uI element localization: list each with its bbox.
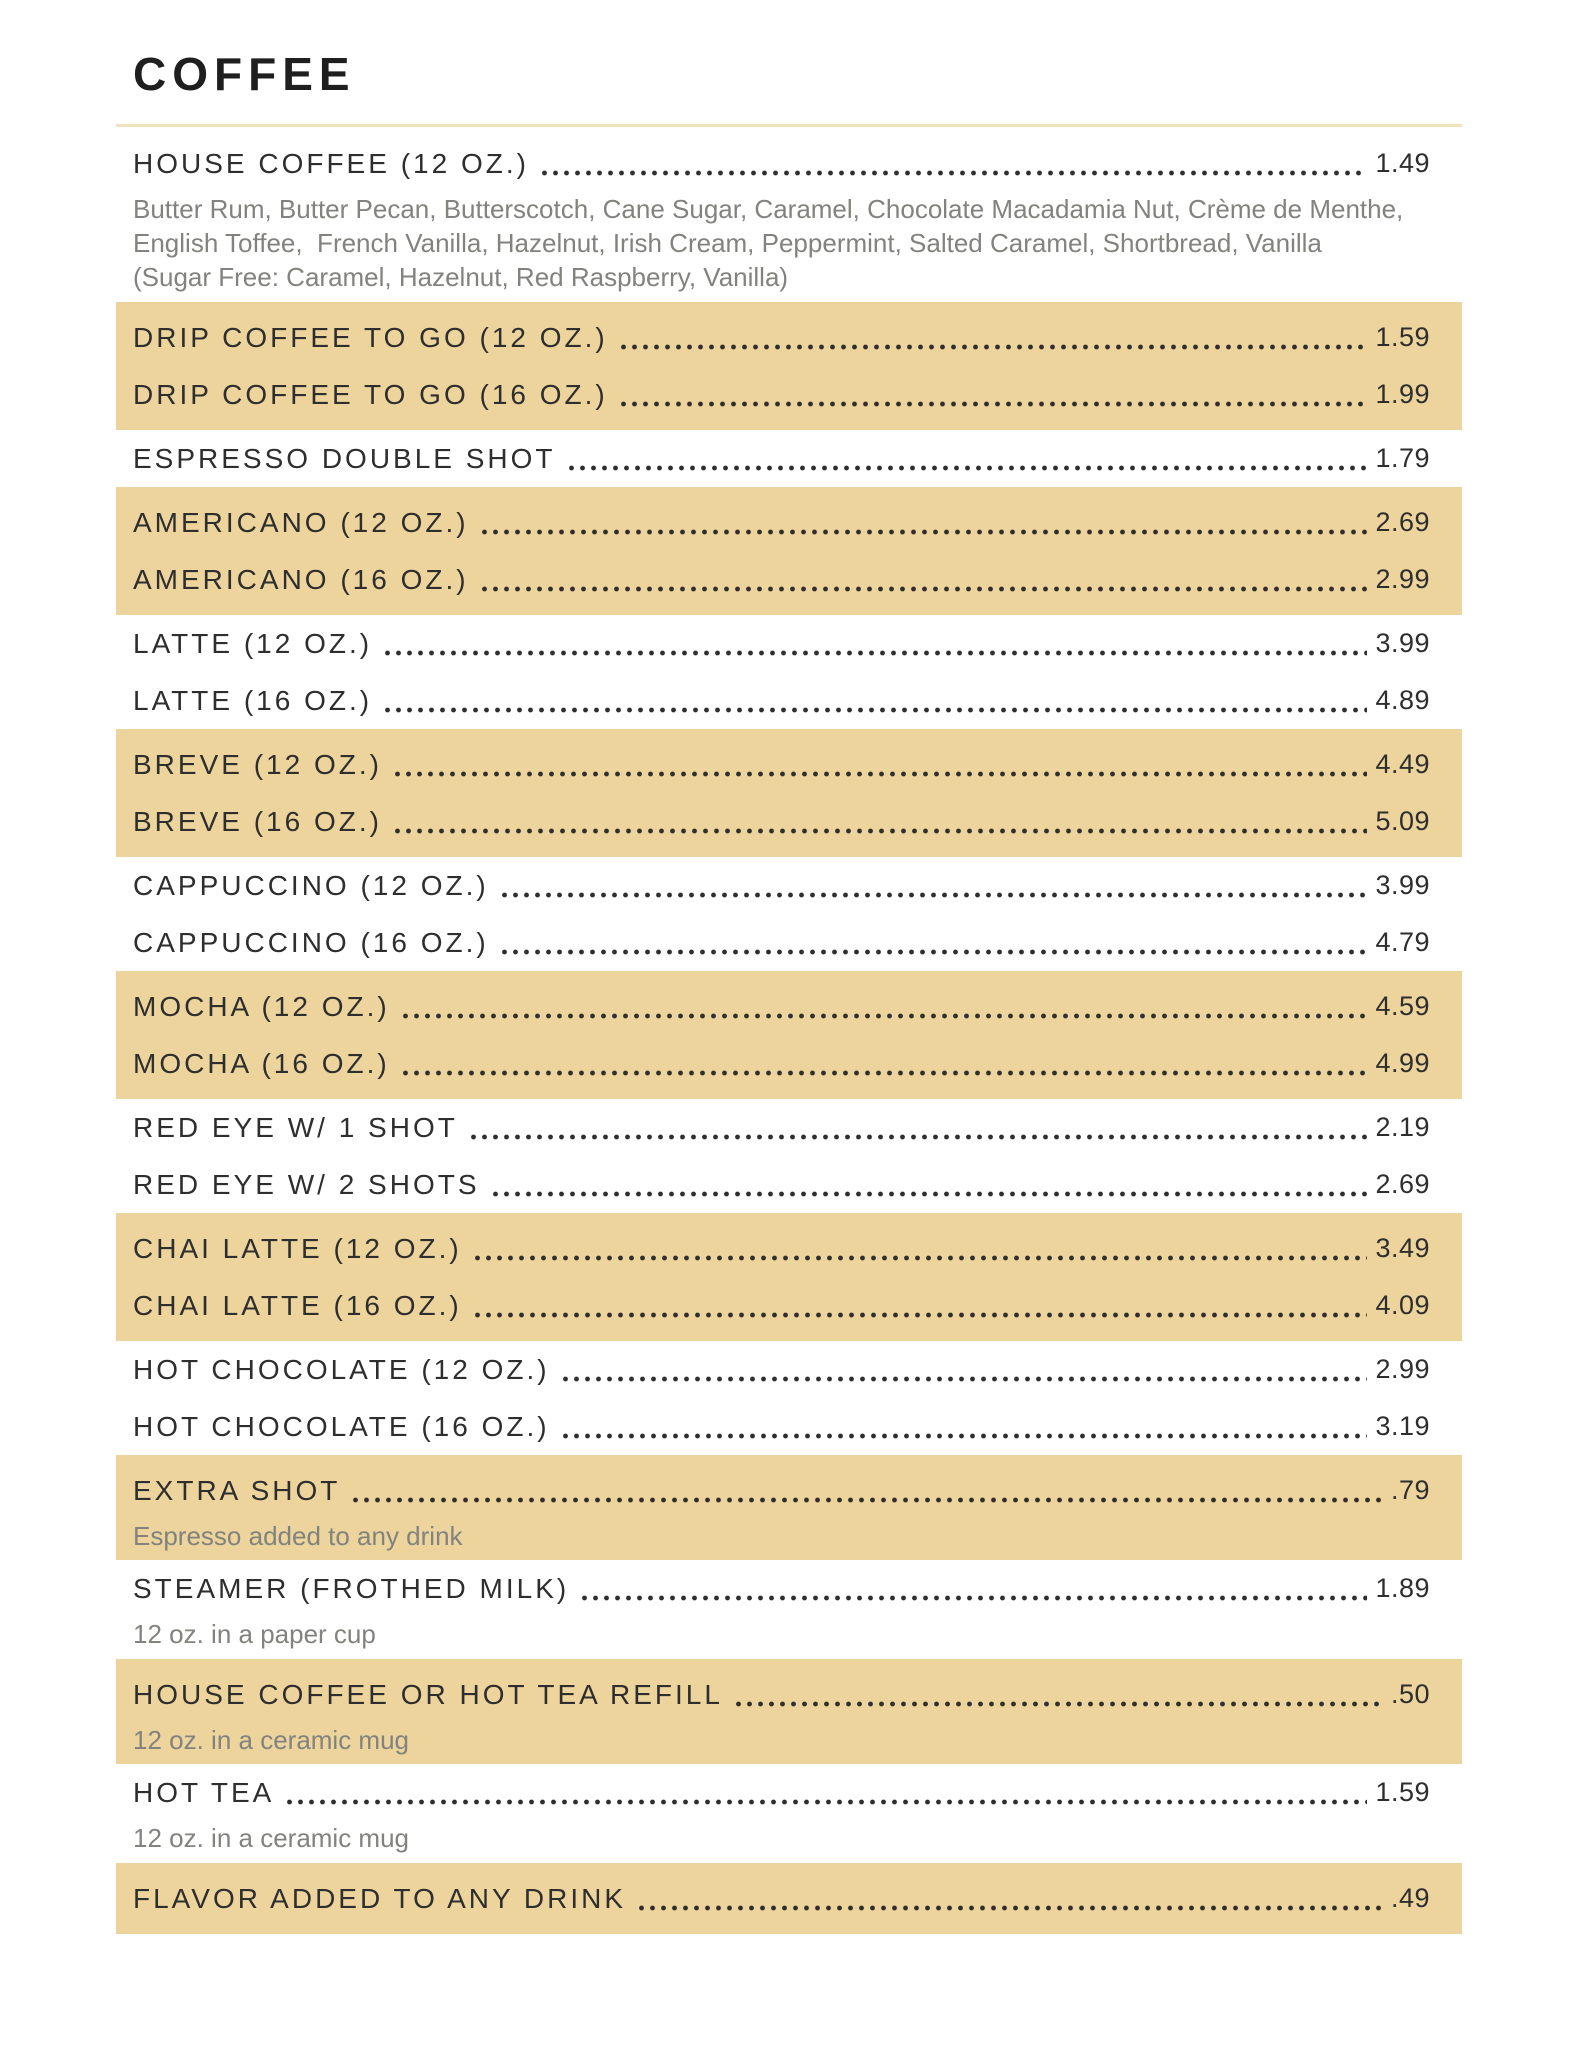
- menu-item-row: [116, 914, 1462, 971]
- item-price: 1.59: [1375, 1777, 1430, 1807]
- dotted-leader: [392, 736, 1368, 793]
- menu-item-row: [116, 1277, 1462, 1334]
- menu-group: [116, 1863, 1462, 1934]
- item-name: ESPRESSO DOUBLE SHOT: [133, 442, 556, 474]
- menu-group: [116, 1455, 1462, 1560]
- item-price: .50: [1390, 1679, 1430, 1709]
- menu-item-row: [116, 1560, 1462, 1617]
- item-price: 2.69: [1375, 507, 1430, 537]
- dotted-leader: [733, 1666, 1383, 1723]
- item-name: DRIP COFFEE TO GO (16 OZ.): [133, 378, 608, 410]
- menu-group: [116, 487, 1462, 615]
- item-name: HOT CHOCOLATE (12 OZ.): [133, 1353, 550, 1385]
- menu-group: [116, 1560, 1462, 1651]
- menu-group: [116, 1341, 1462, 1455]
- dotted-leader: [284, 1764, 1367, 1821]
- dotted-leader: [472, 1277, 1368, 1334]
- item-price: 2.99: [1375, 1354, 1430, 1384]
- item-note: Espresso added to any drink: [133, 1521, 463, 1551]
- item-note: 12 oz. in a ceramic mug: [133, 1823, 410, 1853]
- item-note: 12 oz. in a ceramic mug: [133, 1725, 410, 1755]
- item-price: 1.79: [1375, 443, 1430, 473]
- item-price: 4.59: [1375, 991, 1430, 1021]
- item-price: 3.49: [1375, 1233, 1430, 1263]
- dotted-leader: [636, 1870, 1383, 1927]
- menu-item-row: [116, 309, 1462, 366]
- menu-item-row: [116, 135, 1462, 192]
- dotted-leader: [560, 1398, 1368, 1455]
- item-note: (Sugar Free: Caramel, Hazelnut, Red Raspberry, Vanilla): [133, 262, 789, 292]
- item-name: AMERICANO (16 OZ.): [133, 563, 469, 595]
- item-name: DRIP COFFEE TO GO (12 OZ.): [133, 321, 608, 353]
- menu-item-row: [116, 430, 1462, 487]
- menu-item-row: [116, 1462, 1462, 1519]
- menu-group: [116, 302, 1462, 430]
- item-name: LATTE (12 OZ.): [133, 627, 373, 659]
- dotted-leader: [392, 793, 1368, 850]
- dotted-leader: [382, 615, 1367, 672]
- item-price: 4.79: [1375, 927, 1430, 957]
- dotted-leader: [539, 135, 1368, 192]
- item-name: AMERICANO (12 OZ.): [133, 506, 469, 538]
- menu-item-row: [116, 1398, 1462, 1455]
- dotted-leader: [499, 857, 1368, 914]
- dotted-leader: [400, 1035, 1368, 1092]
- dotted-leader: [479, 551, 1368, 608]
- item-name: CHAI LATTE (16 OZ.): [133, 1289, 462, 1321]
- dotted-leader: [490, 1156, 1368, 1213]
- item-name: HOT CHOCOLATE (16 OZ.): [133, 1410, 550, 1442]
- menu-item-row: [116, 793, 1462, 850]
- page-title: COFFEE: [133, 48, 356, 100]
- item-name: HOT TEA: [133, 1776, 275, 1808]
- item-name: CHAI LATTE (12 OZ.): [133, 1232, 462, 1264]
- item-name: FLAVOR ADDED TO ANY DRINK: [133, 1882, 627, 1914]
- menu-item-row: [116, 494, 1462, 551]
- dotted-leader: [400, 978, 1368, 1035]
- dotted-leader: [566, 430, 1368, 487]
- item-name: MOCHA (12 OZ.): [133, 990, 390, 1022]
- item-price: 5.09: [1375, 806, 1430, 836]
- item-price: 2.69: [1375, 1169, 1430, 1199]
- menu-group: [116, 135, 1462, 294]
- item-name: BREVE (16 OZ.): [133, 805, 382, 837]
- item-price: .79: [1390, 1475, 1430, 1505]
- menu-item-row: [116, 1870, 1462, 1927]
- dotted-leader: [579, 1560, 1367, 1617]
- item-price: 2.99: [1375, 564, 1430, 594]
- item-price: 1.59: [1375, 322, 1430, 352]
- menu-list: [116, 135, 1462, 1934]
- menu-item-row: [116, 1666, 1462, 1723]
- item-note: 12 oz. in a paper cup: [133, 1619, 376, 1649]
- item-price: 4.99: [1375, 1048, 1430, 1078]
- dotted-leader: [479, 494, 1368, 551]
- item-name: RED EYE W/ 1 SHOT: [133, 1111, 458, 1143]
- menu-item-row: [116, 736, 1462, 793]
- item-name: RED EYE W/ 2 SHOTS: [133, 1168, 480, 1200]
- item-price: 3.19: [1375, 1411, 1430, 1441]
- item-name: CAPPUCCINO (16 OZ.): [133, 926, 489, 958]
- dotted-leader: [468, 1099, 1368, 1156]
- menu-group: [116, 971, 1462, 1099]
- dotted-leader: [472, 1220, 1368, 1277]
- item-name: CAPPUCCINO (12 OZ.): [133, 869, 489, 901]
- menu-item-row: [116, 366, 1462, 423]
- menu-group: [116, 1099, 1462, 1213]
- dotted-leader: [382, 672, 1367, 729]
- dotted-leader: [618, 309, 1368, 366]
- menu-group: [116, 1213, 1462, 1341]
- item-note: English Toffee, French Vanilla, Hazelnut, Irish Cream, Peppermint, Salted Caramel, Shortbread, Vanilla: [133, 228, 1322, 258]
- menu-content: [116, 46, 1462, 1934]
- menu-group: [116, 729, 1462, 857]
- dotted-leader: [618, 366, 1368, 423]
- menu-item-row: [116, 1156, 1462, 1213]
- item-price: 1.49: [1375, 148, 1430, 178]
- item-price: 4.89: [1375, 685, 1430, 715]
- item-price: 3.99: [1375, 628, 1430, 658]
- item-price: .49: [1390, 1883, 1430, 1913]
- menu-item-row: [116, 551, 1462, 608]
- item-price: 4.09: [1375, 1290, 1430, 1320]
- menu-group: [116, 615, 1462, 729]
- item-name: STEAMER (FROTHED MILK): [133, 1572, 570, 1604]
- menu-item-row: [116, 672, 1462, 729]
- menu-group: [116, 1659, 1462, 1764]
- item-price: 4.49: [1375, 749, 1430, 779]
- item-note: Butter Rum, Butter Pecan, Butterscotch, Cane Sugar, Caramel, Chocolate Macadamia Nut, Crème de Menthe,: [133, 194, 1404, 224]
- item-price: 3.99: [1375, 870, 1430, 900]
- menu-item-row: [116, 857, 1462, 914]
- menu-item-row: [116, 1099, 1462, 1156]
- dotted-leader: [499, 914, 1368, 971]
- item-price: 1.99: [1375, 379, 1430, 409]
- menu-group: [116, 1764, 1462, 1855]
- item-name: LATTE (16 OZ.): [133, 684, 373, 716]
- menu-group: [116, 430, 1462, 487]
- menu-item-row: [116, 1764, 1462, 1821]
- item-name: MOCHA (16 OZ.): [133, 1047, 390, 1079]
- menu-item-row: [116, 1220, 1462, 1277]
- item-name: BREVE (12 OZ.): [133, 748, 382, 780]
- item-price: 1.89: [1375, 1573, 1430, 1603]
- menu-item-row: [116, 978, 1462, 1035]
- dotted-leader: [560, 1341, 1368, 1398]
- title-divider: [116, 124, 1462, 127]
- item-name: HOUSE COFFEE OR HOT TEA REFILL: [133, 1678, 723, 1710]
- item-price: 2.19: [1375, 1112, 1430, 1142]
- menu-group: [116, 857, 1462, 971]
- item-name: HOUSE COFFEE (12 OZ.): [133, 147, 529, 179]
- menu-item-row: [116, 1341, 1462, 1398]
- menu-item-row: [116, 615, 1462, 672]
- dotted-leader: [350, 1462, 1383, 1519]
- item-name: EXTRA SHOT: [133, 1474, 341, 1506]
- menu-item-row: [116, 1035, 1462, 1092]
